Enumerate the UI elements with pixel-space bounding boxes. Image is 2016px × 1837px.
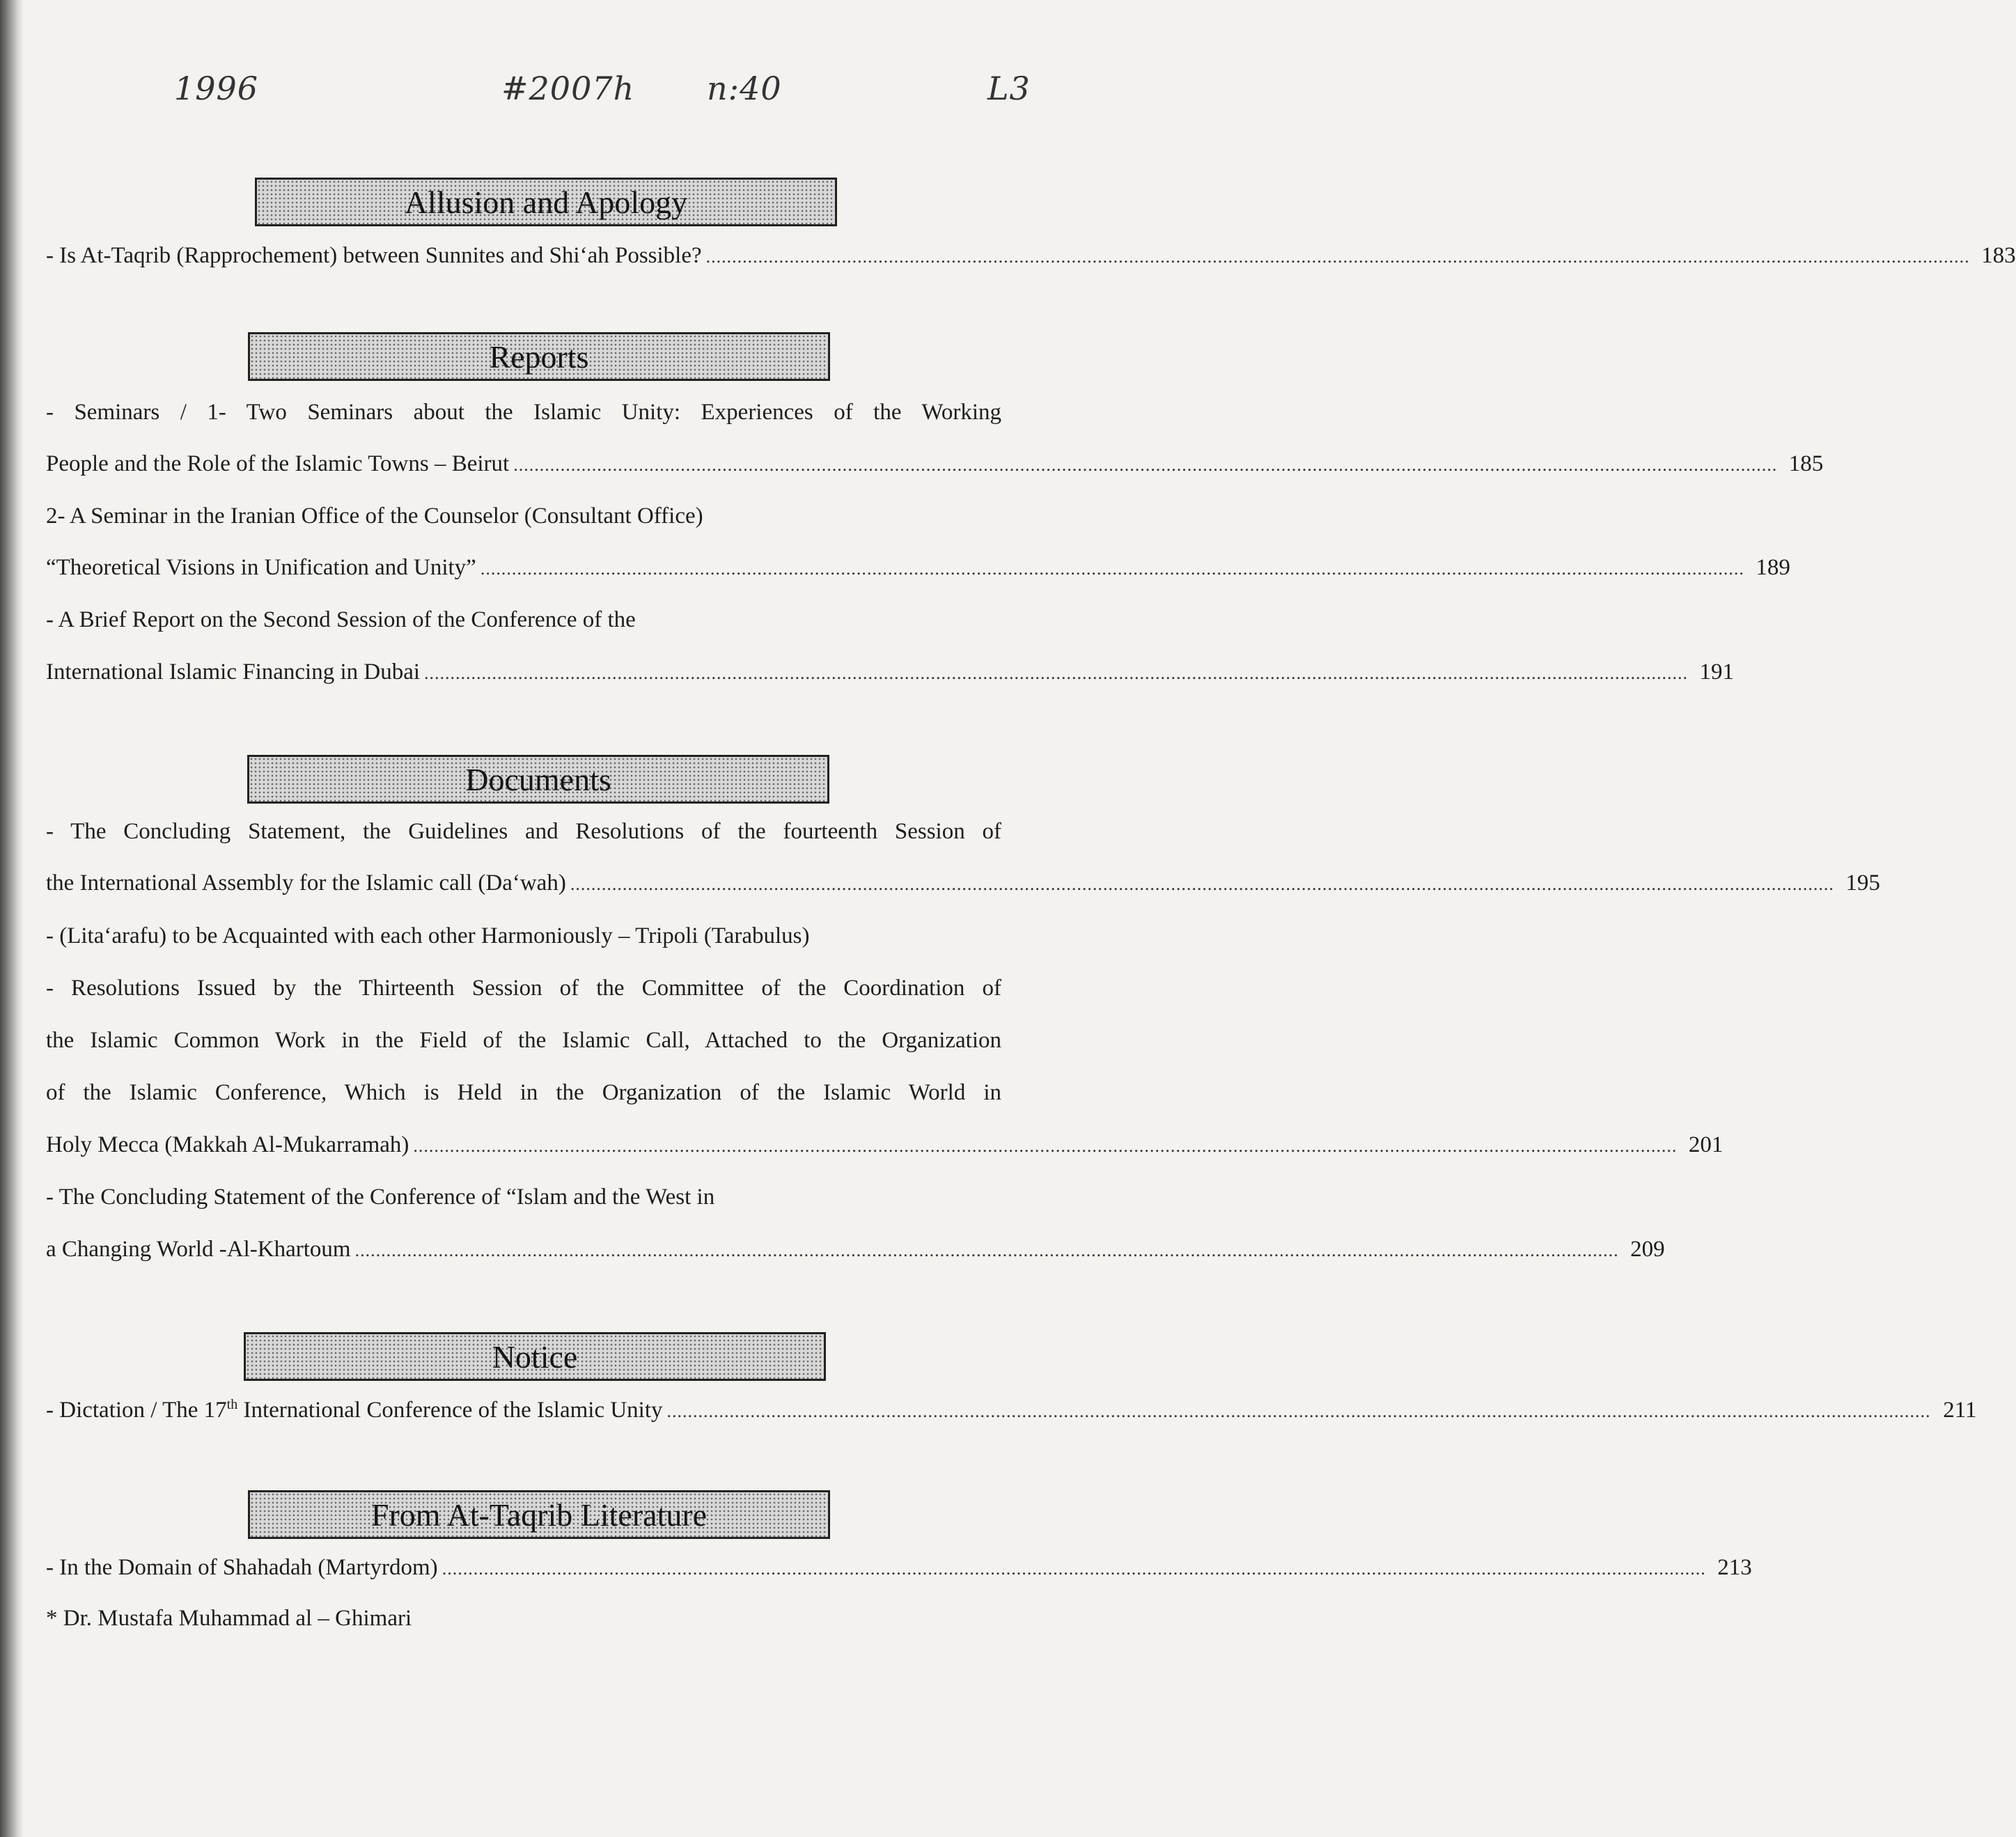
page-number: 183 xyxy=(1981,243,2016,268)
entry-title: - In the Domain of Shahadah (Martyrdom) xyxy=(46,1555,438,1580)
toc-entry xyxy=(46,552,1790,584)
ordinal-suffix: th xyxy=(226,1397,238,1412)
book-spine-shadow xyxy=(0,0,24,1837)
entry-title-post: International Conference of the Islamic Unity xyxy=(237,1398,663,1423)
toc-entry xyxy=(46,448,1824,480)
page-number: 211 xyxy=(1943,1398,1977,1423)
section-title: Documents xyxy=(465,761,611,797)
handwritten-page-mark: L3 xyxy=(987,70,1031,107)
toc-entry xyxy=(46,1552,1752,1584)
section-header-literature xyxy=(248,1490,830,1539)
page-number: 201 xyxy=(1688,1132,1724,1157)
dot-leader: .................................................................................................................................................................................................................................................. xyxy=(705,247,1970,267)
section-title: Reports xyxy=(489,338,589,375)
handwritten-year: 1996 xyxy=(174,70,259,107)
toc-line: - The Concluding Statement of the Conference of “Islam and the West in xyxy=(46,1185,715,1210)
toc-entry xyxy=(46,868,1880,900)
page-number: 185 xyxy=(1788,451,1824,476)
toc-entry xyxy=(46,1129,1724,1162)
dot-leader: .................................................................................................................................................................................................................................................. xyxy=(413,1136,1678,1156)
toc-line: - The Concluding Statement, the Guidelines and Resolutions of the fourteenth Session of xyxy=(46,819,1001,844)
dot-leader: .................................................................................................................................................................................................................................................. xyxy=(666,1401,1931,1421)
entry-title: “Theoretical Visions in Unification and Unity” xyxy=(46,555,476,580)
dot-leader: .................................................................................................................................................................................................................................................. xyxy=(480,558,1744,579)
entry-title xyxy=(46,1395,663,1425)
toc-line: of the Islamic Conference, Which is Held in the Organization of the Islamic World in xyxy=(46,1080,1001,1105)
handwritten-number: n:40 xyxy=(707,70,782,107)
entry-title: - Is At-Taqrib (Rapprochement) between Sunnites and Shi‘ah Possible? xyxy=(46,243,702,268)
dot-leader: .................................................................................................................................................................................................................................................. xyxy=(354,1240,1619,1260)
section-header-notice xyxy=(244,1332,826,1381)
toc-line: the Islamic Common Work in the Field of the Islamic Call, Attached to the Organization xyxy=(46,1028,1001,1053)
toc-line: - (Lita‘arafu) to be Acquainted with each other Harmoniously – Tripoli (Tarabulus) xyxy=(46,923,810,948)
toc-line: - Resolutions Issued by the Thirteenth Session of the Committee of the Coordination of xyxy=(46,976,1001,1001)
page-number: 195 xyxy=(1845,870,1880,896)
dot-leader: .................................................................................................................................................................................................................................................. xyxy=(442,1558,1706,1579)
toc-entry xyxy=(46,657,1735,689)
section-title: Notice xyxy=(492,1338,578,1375)
page-number: 189 xyxy=(1756,555,1790,580)
entry-title: Holy Mecca (Makkah Al-Mukarramah) xyxy=(46,1132,409,1157)
toc-line: 2- A Seminar in the Iranian Office of the Counselor (Consultant Office) xyxy=(46,503,703,529)
entry-title: International Islamic Financing in Dubai xyxy=(46,659,421,685)
page-number: 191 xyxy=(1699,659,1735,685)
handwritten-code: #2007h xyxy=(501,70,635,107)
dot-leader: .................................................................................................................................................................................................................................................. xyxy=(513,455,1778,475)
dot-leader: .................................................................................................................................................................................................................................................. xyxy=(424,663,1689,683)
section-header-documents xyxy=(247,755,829,804)
author-line: * Dr. Mustafa Muhammad al – Ghimari xyxy=(46,1606,412,1631)
entry-title: a Changing World -Al-Khartoum xyxy=(46,1237,351,1262)
section-title: From At-Taqrib Literature xyxy=(370,1496,708,1533)
page-number: 213 xyxy=(1717,1555,1752,1580)
toc-entry xyxy=(46,1395,1977,1427)
page-number: 209 xyxy=(1630,1237,1665,1262)
toc-entry xyxy=(46,240,2016,272)
toc-entry xyxy=(46,1234,1665,1266)
section-header-reports xyxy=(248,332,830,381)
toc-line: - A Brief Report on the Second Session of the Conference of the xyxy=(46,607,636,632)
section-header-allusion xyxy=(255,178,837,226)
entry-title: People and the Role of the Islamic Towns – Beirut xyxy=(46,451,510,476)
section-title: Allusion and Apology xyxy=(404,184,688,220)
entry-title-pre: - Dictation / The 17 xyxy=(46,1398,227,1423)
toc-line: - Seminars / 1- Two Seminars about the Islamic Unity: Experiences of the Working xyxy=(46,400,1001,425)
dot-leader: .................................................................................................................................................................................................................................................. xyxy=(570,874,1834,894)
entry-title: the International Assembly for the Islamic call (Da‘wah) xyxy=(46,870,566,896)
